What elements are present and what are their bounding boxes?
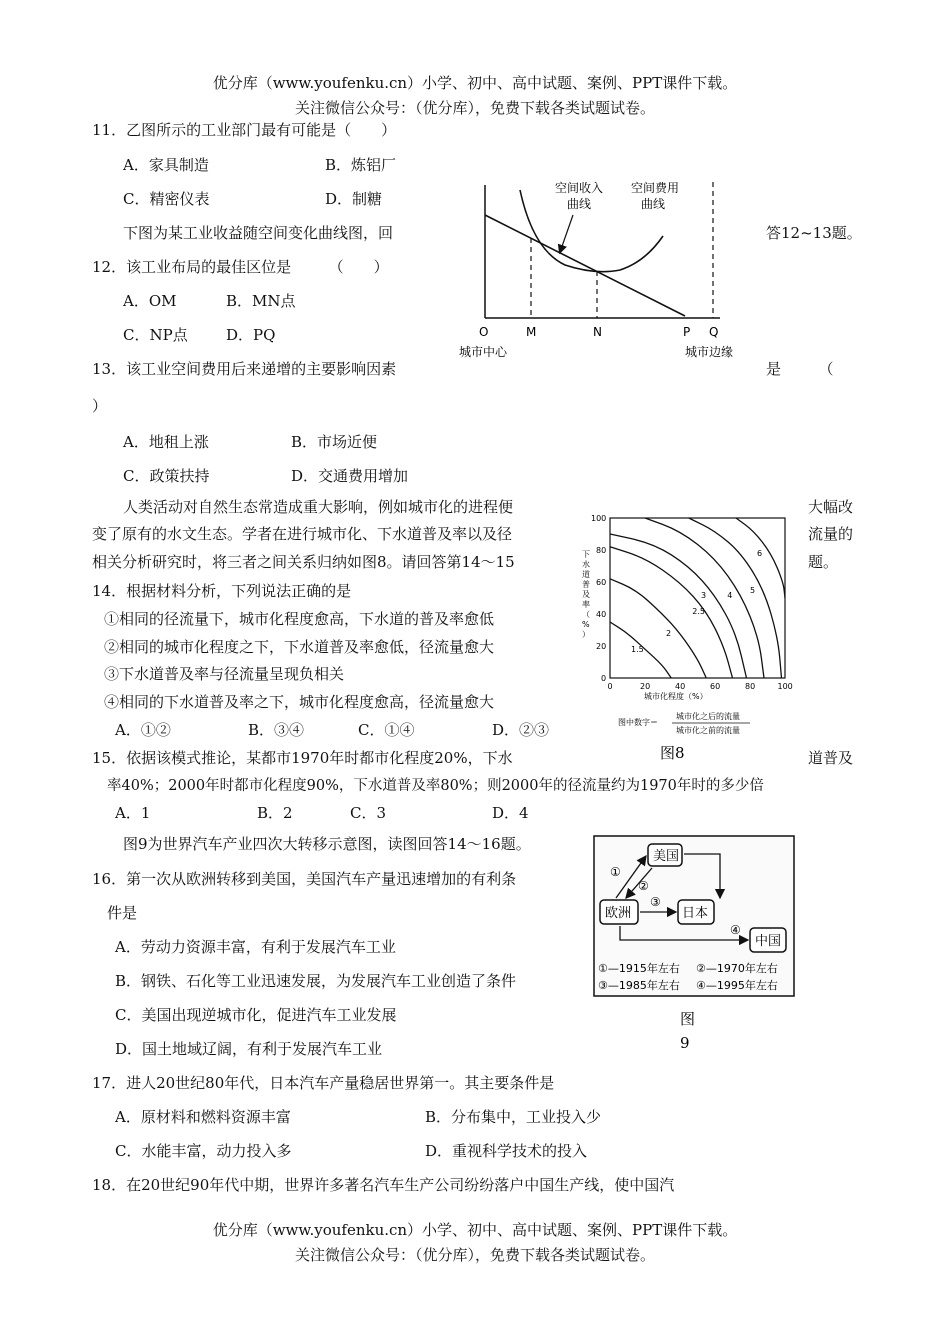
axis-label-q: Q <box>709 325 719 339</box>
fig8-y-label-char: 普 <box>582 580 590 589</box>
q12-stem: 12．该工业布局的最佳区位是 （ ） <box>92 258 389 276</box>
q15-stem: 15．依据该模式推论，某都市1970年时都市化程度20%，下水 <box>92 749 513 767</box>
fig8-legend-denominator: 城市化之前的流量 <box>676 726 740 735</box>
q15-option-c: C．3 <box>350 804 387 822</box>
fig9-europe: 欧洲 <box>605 906 632 921</box>
fig9-legend-2: ②—1970年左右 <box>696 962 778 975</box>
q17-stem: 17．进人20世纪80年代，日本汽车产量稳居世界第一。其主要条件是 <box>92 1074 555 1092</box>
fig9-num-4: ④ <box>730 923 741 937</box>
q16-option-b: B．钢铁、石化等工业迅速发展，为发展汽车工业创造了条件 <box>115 972 517 990</box>
q13-stem-right: 是 （ <box>766 360 834 378</box>
fig8-y-tick-label: 80 <box>596 546 607 555</box>
q15-stem-right: 道普及 <box>808 749 854 767</box>
q15-option-b: B．2 <box>257 804 293 822</box>
fig9-legend-1: ①—1915年左右 <box>598 962 680 975</box>
figure-8-chart <box>560 505 800 775</box>
income-label-2: 曲线 <box>567 197 592 211</box>
intro-14-line-3: 相关分析研究时，将三者之间关系归纳如图8。请回答第14～15 <box>92 553 515 571</box>
axis-label-n: N <box>593 325 602 339</box>
q13-stem-tail: ） <box>92 397 108 415</box>
q16-option-a: A．劳动力资源丰富，有利于发展汽车工业 <box>115 938 396 956</box>
fig8-y-label-char: 及 <box>582 590 590 599</box>
q18-stem: 18．在20世纪90年代中期，世界许多著名汽车生产公司纷纷落户中国生产线，使中国汽 <box>92 1176 675 1194</box>
fig9-usa: 美国 <box>653 849 680 864</box>
q11-option-c: C．精密仪表 <box>123 190 210 208</box>
q14-option-c: C．①④ <box>358 721 415 739</box>
q14-statement-3: ③下水道普及率与径流量呈现负相关 <box>104 665 345 683</box>
fig8-x-tick-label: 100 <box>777 682 793 691</box>
q14-option-b: B．③④ <box>248 721 305 739</box>
income-label: 空间收入 <box>555 181 604 195</box>
figure-9-diagram <box>590 834 800 1054</box>
q17-option-d: D．重视科学技术的投入 <box>425 1142 588 1160</box>
q13-stem: 13．该工业空间费用后来递增的主要影响因素 <box>92 360 397 378</box>
header-line-1: 优分库（www.youfenku.cn）小学、初中、高中试题、案例、PPT课件下载。 <box>212 74 738 92</box>
fig9-caption-2: 9 <box>680 1034 690 1052</box>
fig8-x-tick-label: 0 <box>607 682 613 691</box>
q14-statement-4: ④相同的下水道普及率之下，城市化程度愈高，径流量愈大 <box>104 693 495 711</box>
footer-line-1: 优分库（www.youfenku.cn）小学、初中、高中试题、案例、PPT课件下载。 <box>212 1221 738 1239</box>
fig8-y-label-char: 下 <box>582 550 590 559</box>
fig8-x-tick-label: 20 <box>640 682 651 691</box>
fig8-x-tick-label: 80 <box>745 682 756 691</box>
fig9-num-2: ② <box>638 879 649 893</box>
fig9-legend-4: ④—1995年左右 <box>696 979 778 992</box>
q15-option-a: A．1 <box>115 804 151 822</box>
q13-option-c: C．政策扶持 <box>123 467 210 485</box>
q13-option-d: D．交通费用增加 <box>291 467 409 485</box>
fig9-china: 中国 <box>755 934 782 949</box>
footer-line-2: 关注微信公众号：（优分库），免费下载各类试题试卷。 <box>294 1246 655 1264</box>
q17-option-c: C．水能丰富，动力投入多 <box>115 1142 292 1160</box>
q14-option-a: A．①② <box>115 721 171 739</box>
fig8-x-label: 城市化程度（%） <box>644 692 708 701</box>
fig8-curve-label: 3 <box>701 590 707 600</box>
fig8-curve-label: 2.5 <box>692 606 705 616</box>
axis-label-m: M <box>526 325 537 339</box>
fig8-curve-label: 5 <box>750 586 756 595</box>
fig8-y-label-char: （ <box>582 610 590 619</box>
fig9-legend-3: ③—1985年左右 <box>598 979 680 992</box>
fig8-curve-label: 4 <box>727 590 733 600</box>
q11-option-d: D．制糖 <box>325 190 383 208</box>
fig8-y-label-char: ） <box>582 630 590 639</box>
fig8-legend-numerator: 城市化之后的流量 <box>676 712 740 721</box>
fig8-y-tick-label: 100 <box>591 514 607 523</box>
fig9-num-1: ① <box>610 865 621 879</box>
q13-option-b: B．市场近便 <box>291 433 378 451</box>
cost-label-2: 曲线 <box>641 197 666 211</box>
fig8-x-tick-label: 60 <box>710 682 721 691</box>
q14-statement-1: ①相同的径流量下，城市化程度愈高，下水道的普及率愈低 <box>104 610 495 628</box>
intro-14-line-2: 变了原有的水文生态。学者在进行城市化、下水道普及率以及径 <box>92 525 513 543</box>
fig8-y-tick-label: 20 <box>596 642 607 651</box>
intro-12-left: 下图为某工业收益随空间变化曲线图，回 <box>123 224 394 242</box>
q16-option-c: C．美国出现逆城市化，促进汽车工业发展 <box>115 1006 397 1024</box>
q17-option-a: A．原材料和燃料资源丰富 <box>115 1108 291 1126</box>
fig8-y-label-char: 道 <box>582 570 590 579</box>
income-label-arrow <box>560 215 573 252</box>
fig8-curve-2.5 <box>610 547 733 678</box>
header-line-2: 关注微信公众号：（优分库），免费下载各类试题试卷。 <box>294 99 655 117</box>
fig8-curve-2 <box>610 579 706 678</box>
fig8-x-tick-label: 40 <box>675 682 686 691</box>
fig8-y-tick-label: 60 <box>596 578 607 587</box>
intro-16: 图9为世界汽车产业四次大转移示意图，读图回答14～16题。 <box>123 835 531 853</box>
fig8-y-tick-label: 0 <box>601 674 607 683</box>
city-center-label: 城市中心 <box>459 345 508 359</box>
cost-label: 空间费用 <box>631 181 680 195</box>
fig8-curve-label: 1.5 <box>631 645 644 655</box>
fig9-japan: 日本 <box>682 906 709 921</box>
q16-stem-line-2: 件是 <box>107 904 138 922</box>
q12-option-a: A．OM <box>123 292 177 310</box>
q14-stem: 14．根据材料分析，下列说法正确的是 <box>92 582 352 600</box>
income-curve <box>485 215 685 316</box>
q15-stem-line-2: 率40%；2000年时都市化程度90%，下水道普及率80%；则2000年的径流量约为1970年时的多少倍 <box>107 778 764 794</box>
fig8-y-label-char: % <box>582 620 590 629</box>
intro-14-line-3-right: 题。 <box>808 553 839 571</box>
fig8-legend-left: 图中数字＝ <box>618 718 658 727</box>
q11-option-b: B．炼铝厂 <box>325 156 397 174</box>
fig8-caption: 图8 <box>660 744 685 762</box>
q12-option-d: D．PQ <box>226 326 276 344</box>
q11-option-a: A．家具制造 <box>123 156 209 174</box>
fig8-curve-label: 6 <box>757 549 763 559</box>
q16-stem-line-1: 16．第一次从欧洲转移到美国，美国汽车产量迅速增加的有利条 <box>92 870 517 888</box>
fig9-num-3: ③ <box>650 895 661 909</box>
q13-option-a: A．地租上涨 <box>123 433 209 451</box>
intro-14-line-1: 人类活动对自然生态常造成重大影响，例如城市化的进程便 <box>123 498 514 516</box>
fig9-caption-1: 图 <box>680 1010 696 1028</box>
q16-option-d: D．国土地域辽阔，有利于发展汽车工业 <box>115 1040 383 1058</box>
q17-option-b: B．分布集中，工业投入少 <box>425 1108 602 1126</box>
q12-option-b: B．MN点 <box>226 292 296 310</box>
q15-option-d: D．4 <box>492 804 529 822</box>
fig8-y-label <box>582 550 590 639</box>
fig8-y-label-char: 水 <box>582 560 590 569</box>
cost-income-figure <box>445 170 765 370</box>
city-edge-label: 城市边缘 <box>685 345 734 359</box>
fig8-y-tick-label: 40 <box>596 610 607 619</box>
q14-statement-2: ②相同的城市化程度之下，下水道普及率愈低，径流量愈大 <box>104 638 495 656</box>
fig8-y-label-char: 率 <box>582 600 590 609</box>
intro-14-line-1-right: 大幅改 <box>808 498 854 516</box>
intro-14-line-2-right: 流量的 <box>808 525 854 543</box>
intro-12-right: 答12~13题。 <box>766 224 862 242</box>
q12-option-c: C．NP点 <box>123 326 188 344</box>
q14-option-d: D．②③ <box>492 721 550 739</box>
axis-label-o: O <box>479 325 489 339</box>
fig8-curve-label: 2 <box>666 629 672 639</box>
q11-stem: 11．乙图所示的工业部门最有可能是（ ） <box>92 121 397 139</box>
axis-label-p: P <box>683 325 691 339</box>
